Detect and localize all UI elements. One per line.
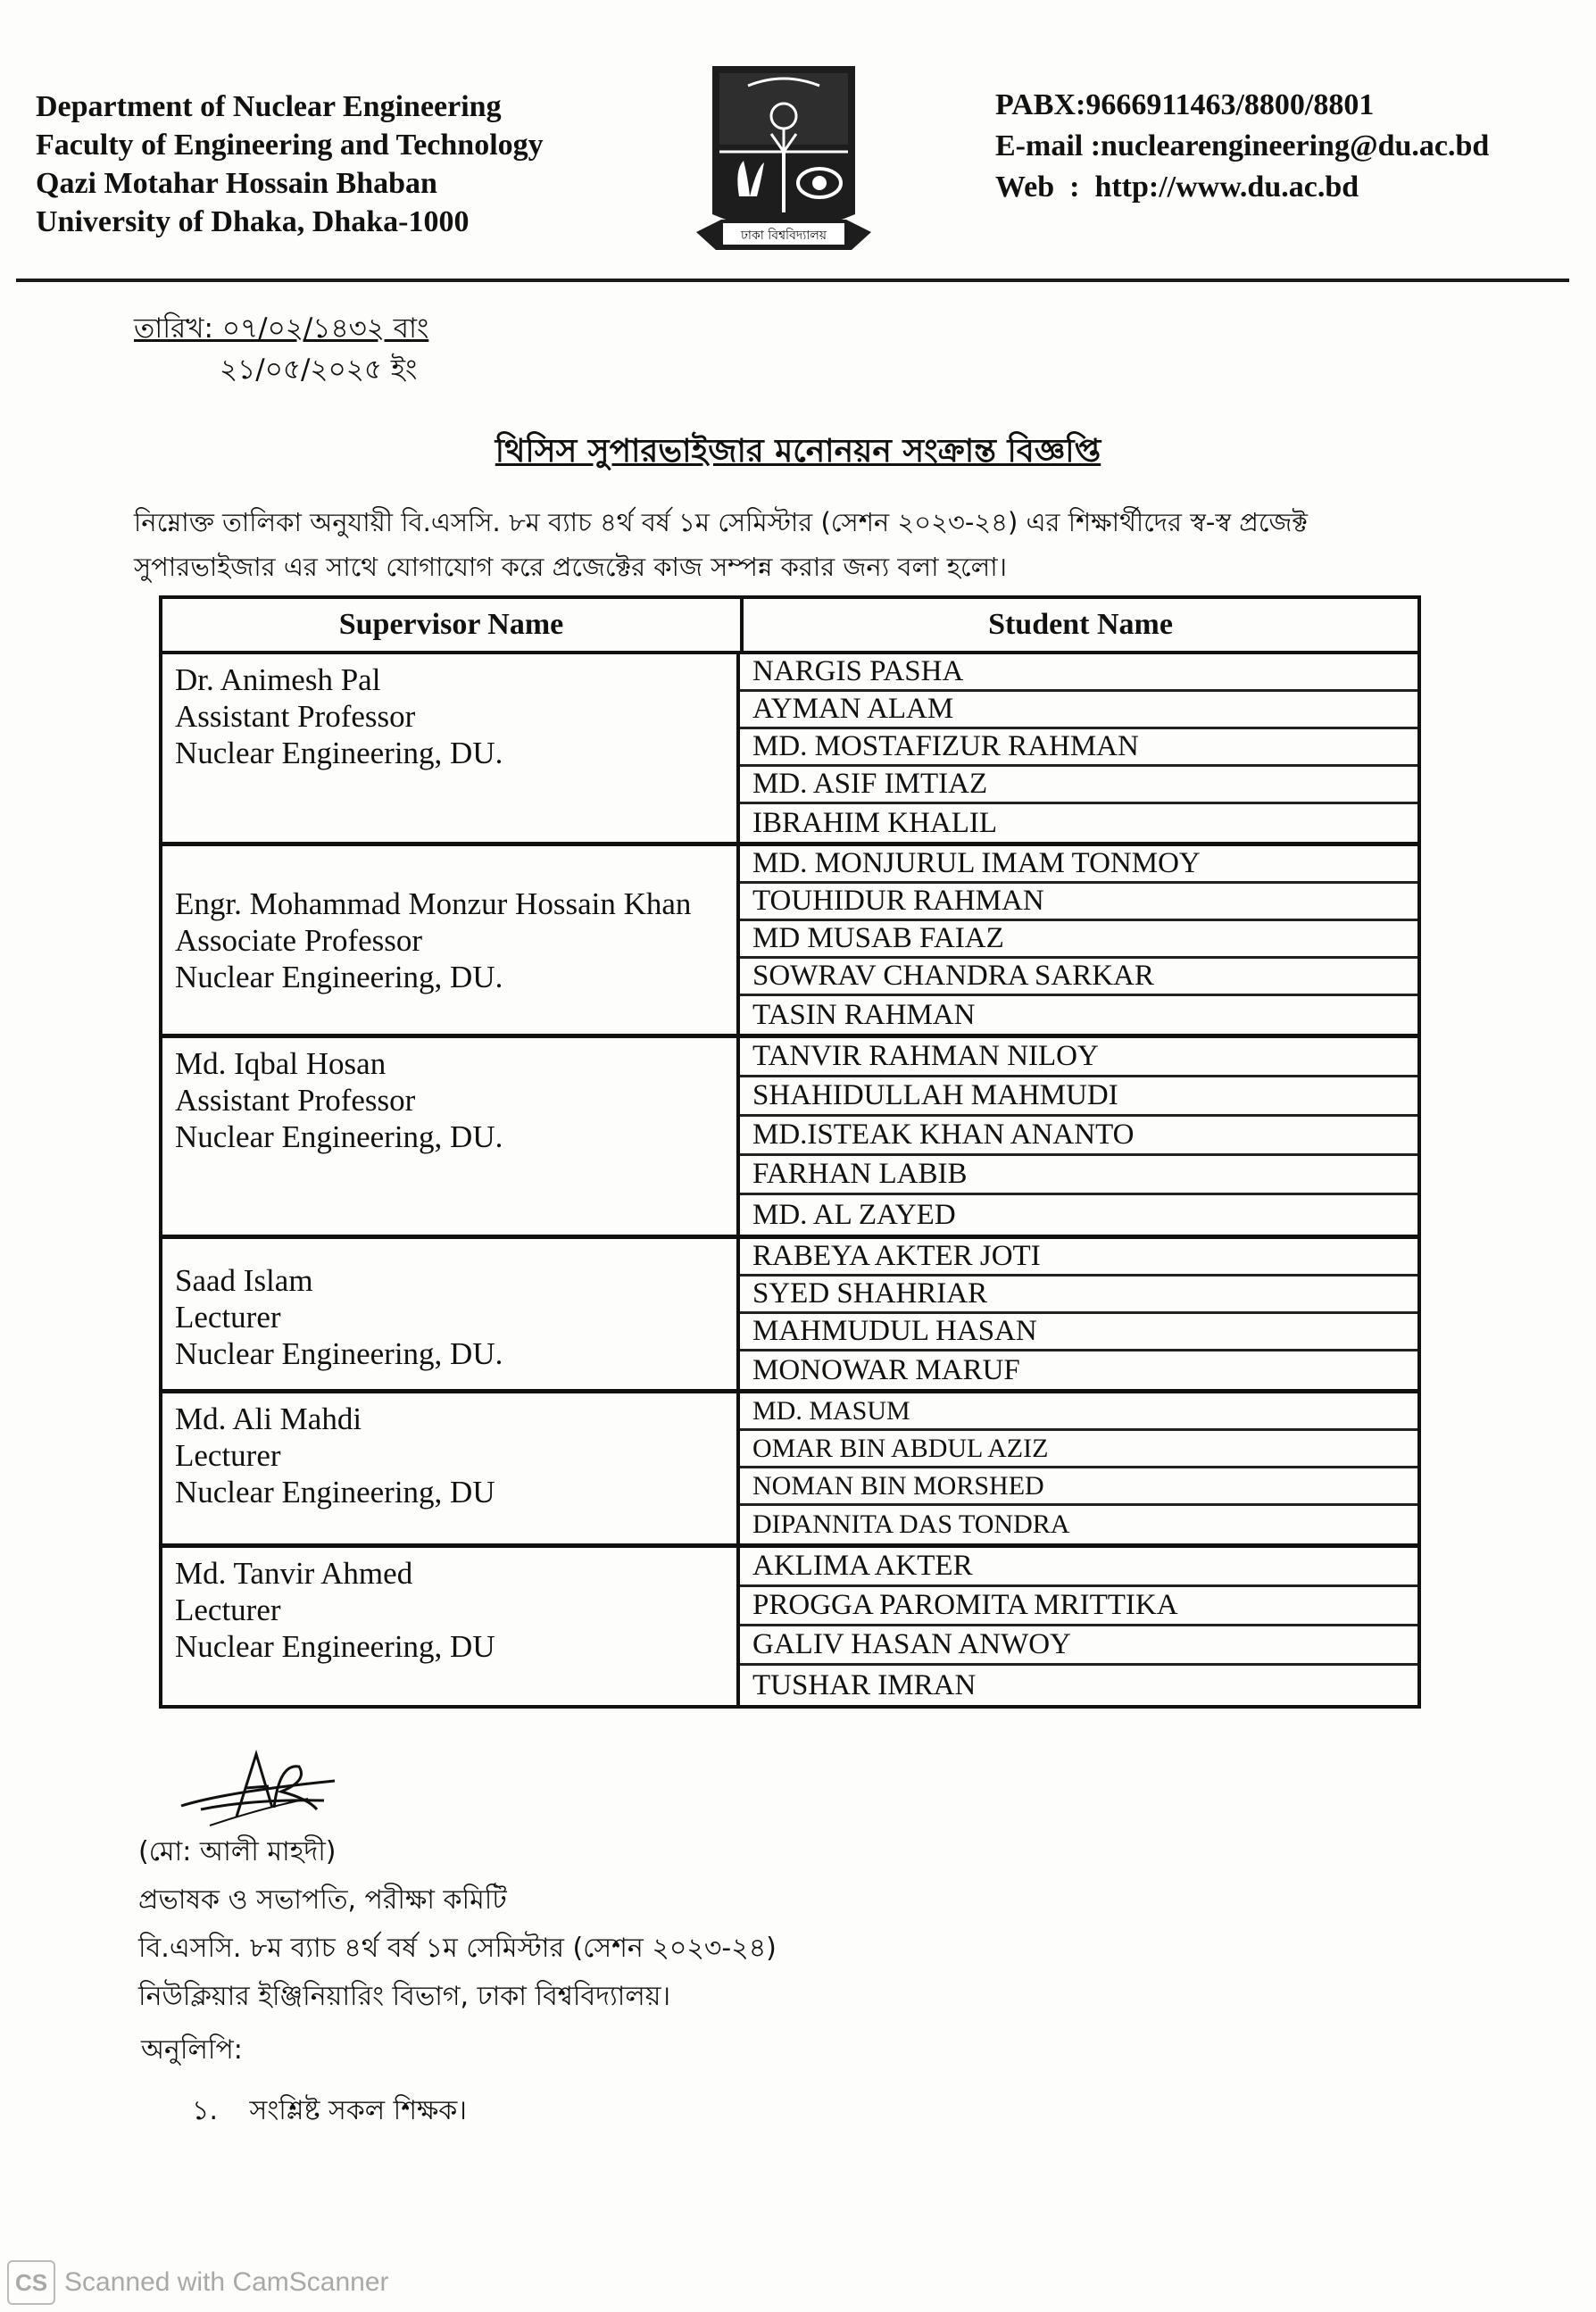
university-logo xyxy=(694,62,873,271)
supervisor-name: Md. Tanvir Ahmed xyxy=(175,1556,413,1591)
student-name: MD. MOSTAFIZUR RAHMAN xyxy=(740,729,1417,767)
supervisor-title: Lecturer xyxy=(175,1438,281,1473)
logo-banner-text: ঢাকা বিশ্ববিদ্যালয় xyxy=(740,229,827,243)
supervisor-group xyxy=(162,1548,1417,1705)
supervisor-dept: Nuclear Engineering, DU. xyxy=(175,736,503,770)
student-name: MD. MONJURUL IMAM TONMOY xyxy=(740,846,1417,884)
student-name: MD. ASIF IMTIAZ xyxy=(740,767,1417,804)
student-name: OMAR BIN ABDUL AZIZ xyxy=(740,1431,1417,1468)
camscanner-watermark xyxy=(7,2260,389,2305)
supervisor-dept: Nuclear Engineering, DU. xyxy=(175,960,503,994)
watermark-text: Scanned with CamScanner xyxy=(64,2267,389,2297)
student-name: DIPANNITA DAS TONDRA xyxy=(752,1509,1070,1539)
handwritten-signature xyxy=(174,1745,353,1834)
copy-to-label: অনুলিপি: xyxy=(141,2034,243,2066)
copy-item-number: ১. xyxy=(192,2095,219,2126)
column-header-supervisor: Supervisor Name xyxy=(162,599,744,651)
notice-title xyxy=(0,427,1596,480)
student-list xyxy=(740,1038,1417,1235)
web-value[interactable]: http://www.du.ac.bd xyxy=(1094,170,1359,204)
pabx-label: PABX: xyxy=(995,88,1086,121)
web-label: Web : xyxy=(995,170,1095,204)
student-list xyxy=(740,654,1417,842)
supervisor-name: Saad Islam xyxy=(175,1263,313,1298)
student-name: SHAHIDULLAH MAHMUDI xyxy=(740,1077,1417,1117)
signatory-role: প্রভাষক ও সভাপতি, পরীক্ষা কমিটি xyxy=(138,1884,507,1916)
supervisor-dept: Nuclear Engineering, DU. xyxy=(175,1336,503,1371)
pabx-value: 9666911463/8800/8801 xyxy=(1085,88,1375,121)
notice-intro: নিম্নোক্ত তালিকা অনুযায়ী বি.এসসি. ৮ম ব্যাচ ৪র্থ বর্ষ ১ম সেমিস্টার (সেশন ২০২৩-২৪) এর শিক্ষার্থীদের স্ব-স্ব প্রজেক্ট সুপারভাইজার এর সাথে যোগাযোগ করে প্রজেক্টের কাজ সম্পন্ন করার জন্য বলা হলো। xyxy=(134,507,1308,582)
supervisor-name: Engr. Mohammad Monzur Hossain Khan xyxy=(175,886,692,921)
student-name: FARHAN LABIB xyxy=(740,1156,1417,1195)
supervisor-title: Lecturer xyxy=(175,1300,281,1335)
department-address xyxy=(36,87,544,241)
date-bengali-calendar: তারিখ: ০৭/০২/১৪৩২ বাং xyxy=(134,312,429,345)
table-header xyxy=(162,599,1417,654)
column-header-student: Student Name xyxy=(988,608,1173,641)
signatory-program: বি.এসসি. ৮ম ব্যাচ ৪র্থ বর্ষ ১ম সেমিস্টার (সেশন ২০২৩-২৪) xyxy=(138,1933,777,1964)
student-list xyxy=(740,1239,1417,1389)
student-name: TUSHAR IMRAN xyxy=(752,1668,977,1701)
student-name: AKLIMA AKTER xyxy=(740,1548,1417,1587)
student-name: TANVIR RAHMAN NILOY xyxy=(740,1038,1417,1077)
supervisor-title: Assistant Professor xyxy=(175,699,416,734)
student-name: SYED SHAHRIAR xyxy=(740,1277,1417,1314)
supervisor-dept: Nuclear Engineering, DU. xyxy=(175,1119,503,1154)
student-list xyxy=(740,1548,1417,1705)
student-name: RABEYA AKTER JOTI xyxy=(740,1239,1417,1277)
web-row xyxy=(995,167,1489,208)
address-line: University of Dhaka, Dhaka-1000 xyxy=(36,205,470,238)
student-name: MAHMUDUL HASAN xyxy=(740,1314,1417,1351)
student-name: MONOWAR MARUF xyxy=(752,1353,1020,1386)
student-name: NOMAN BIN MORSHED xyxy=(740,1468,1417,1506)
student-name: SOWRAV CHANDRA SARKAR xyxy=(740,959,1417,996)
notice-date xyxy=(134,308,428,390)
student-name: MD MUSAB FAIAZ xyxy=(740,921,1417,959)
supervisor-cell xyxy=(162,846,740,1034)
student-name: MD.ISTEAK KHAN ANANTO xyxy=(740,1117,1417,1156)
supervisor-name: Dr. Animesh Pal xyxy=(175,662,381,697)
supervisor-group xyxy=(162,1038,1417,1239)
email-value[interactable]: nuclearengineering@du.ac.bd xyxy=(1101,129,1490,162)
supervisor-group xyxy=(162,846,1417,1038)
student-name: TASIN RAHMAN xyxy=(752,998,976,1031)
student-name: GALIV HASAN ANWOY xyxy=(740,1626,1417,1666)
supervisor-name: Md. Iqbal Hosan xyxy=(175,1046,387,1081)
email-label: E-mail : xyxy=(995,129,1101,162)
contact-info xyxy=(995,85,1489,208)
supervisor-cell xyxy=(162,654,740,842)
student-list xyxy=(740,846,1417,1034)
supervisor-group xyxy=(162,1239,1417,1393)
student-name: TOUHIDUR RAHMAN xyxy=(740,884,1417,921)
supervisor-cell xyxy=(162,1038,740,1235)
supervisor-table xyxy=(159,595,1421,1709)
student-name: MD. AL ZAYED xyxy=(752,1198,956,1231)
supervisor-group xyxy=(162,654,1417,846)
student-name: MD. MASUM xyxy=(740,1393,1417,1431)
student-name: PROGGA PAROMITA MRITTIKA xyxy=(740,1587,1417,1626)
student-name: AYMAN ALAM xyxy=(740,692,1417,729)
student-name: NARGIS PASHA xyxy=(740,654,1417,692)
signatory-block xyxy=(138,1828,777,2021)
email-row xyxy=(995,126,1489,167)
pabx-row xyxy=(995,85,1489,126)
supervisor-title: Assistant Professor xyxy=(175,1083,416,1118)
signatory-department: নিউক্লিয়ার ইঞ্জিনিয়ারিং বিভাগ, ঢাকা বিশ্ববিদ্যালয়। xyxy=(138,1981,671,2012)
student-name: IBRAHIM KHALIL xyxy=(752,806,998,839)
date-gregorian: ২১/০৫/২০২৫ ইং xyxy=(220,353,418,386)
supervisor-cell xyxy=(162,1548,740,1705)
supervisor-group xyxy=(162,1393,1417,1548)
supervisor-dept: Nuclear Engineering, DU xyxy=(175,1629,495,1664)
student-list xyxy=(740,1393,1417,1543)
copy-item-text: সংশ্লিষ্ট সকল শিক্ষক। xyxy=(249,2095,468,2126)
address-line: Faculty of Engineering and Technology xyxy=(36,129,544,162)
camscanner-logo-icon: CS xyxy=(7,2260,55,2305)
supervisor-dept: Nuclear Engineering, DU xyxy=(175,1475,495,1509)
copy-to-item xyxy=(192,2089,467,2134)
supervisor-name: Md. Ali Mahdi xyxy=(175,1401,362,1436)
supervisor-cell xyxy=(162,1239,740,1389)
signatory-name: (মো: আলী মাহদী) xyxy=(138,1836,337,1867)
header-divider xyxy=(16,279,1569,282)
supervisor-title: Lecturer xyxy=(175,1593,281,1627)
notice-title-text: থিসিস সুপারভাইজার মনোনয়ন সংক্রান্ত বিজ্ঞপ্তি xyxy=(495,433,1101,470)
address-line: Qazi Motahar Hossain Bhaban xyxy=(36,167,437,200)
supervisor-cell xyxy=(162,1393,740,1543)
address-line: Department of Nuclear Engineering xyxy=(36,90,502,123)
supervisor-title: Associate Professor xyxy=(175,923,423,958)
